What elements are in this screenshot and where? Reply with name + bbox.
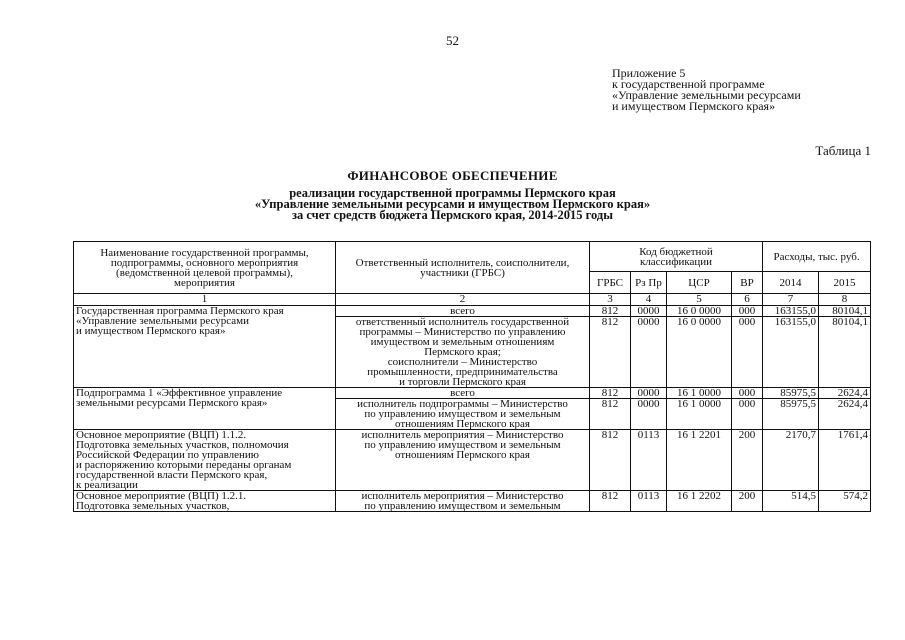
grbs-cell: 812 [590,388,631,399]
program-name-cell [74,491,336,512]
rzpr-cell: 0113 [631,430,667,491]
header-name-line: Наименование государственной программы, [100,246,309,259]
grbs-cell: 812 [590,399,631,430]
header-budget-code-line: Код бюджетной [639,245,713,258]
header-2014: 2014 [763,272,819,294]
y2015-cell: 1761,4 [819,430,871,491]
executor-cell [336,317,590,388]
program-name-cell [74,306,336,388]
vr-cell: 000 [732,388,763,399]
rzpr-cell: 0113 [631,491,667,512]
subheading-line: реализации государственной программы Пермского края [289,186,616,200]
executor-line: Пермского края; [424,346,501,358]
executor-line: по управлению имуществом и земельным [364,439,561,451]
executor-cell [336,430,590,491]
y2015-cell: 2624,4 [819,399,871,430]
executor-line: по управлению имуществом и земельным [364,408,561,420]
program-name-line: и распоряжению которыми переданы органам [76,459,292,471]
header-name-line: подпрограммы, основного мероприятия [110,256,299,269]
vr-cell: 000 [732,317,763,388]
header-rzpr: Рз Пр [631,272,667,294]
executor-line: промышленности, предпринимательства [367,366,558,378]
rzpr-cell: 0000 [631,399,667,430]
csr-cell: 16 0 0000 [667,317,732,388]
header-name-line: (ведомственной целевой программы), [116,266,293,279]
column-number: 6 [732,294,763,306]
appendix-note [612,68,801,112]
table-row [74,306,871,317]
grbs-cell: 812 [590,317,631,388]
executor-line: отношениям Пермского края [394,449,530,461]
csr-cell: 16 1 2202 [667,491,732,512]
csr-cell: 16 1 2201 [667,430,732,491]
appendix-line: к государственной программе [612,77,765,91]
csr-cell: 16 0 0000 [667,306,732,317]
program-name-line: Подготовка земельных участков, полномочия [76,439,289,451]
document-heading: ФИНАНСОВОЕ ОБЕСПЕЧЕНИЕ [347,168,558,183]
y2015-cell: 80104,1 [819,306,871,317]
csr-cell: 16 1 0000 [667,388,732,399]
y2014-cell: 163155,0 [763,317,819,388]
executor-line: исполнитель подпрограммы – Министерство [357,398,568,410]
y2014-cell: 2170,7 [763,430,819,491]
executor-line: программы – Министерство по управлению [359,326,566,338]
header-executor-line: участники (ГРБС) [420,266,505,279]
y2014-cell: 85975,5 [763,388,819,399]
subheading-line: за счет средств бюджета Пермского края, 2014-2015 годы [291,208,614,222]
grbs-cell: 812 [590,430,631,491]
executor-line: по управлению имуществом и земельным [364,500,561,512]
vr-cell: 200 [732,430,763,491]
executor-line: всего [450,305,475,317]
program-name-line: и имуществом Пермского края» [76,325,226,337]
column-number: 7 [763,294,819,306]
header-csr: ЦСР [667,272,732,294]
header-expenses: Расходы, тыс. руб. [763,242,871,272]
executor-line: отношениям Пермского края [394,418,530,430]
program-name-line: Основное мероприятие (ВЦП) 1.2.1. [76,490,247,502]
executor-line: соисполнители – Министерство [387,356,538,368]
subheading-line: «Управление земельными ресурсами и имуществом Пермского края» [254,197,651,211]
program-name-line: Российской Федерации по управлению [76,449,259,461]
header-vr: ВР [732,272,763,294]
y2015-cell: 80104,1 [819,317,871,388]
column-number: 1 [74,294,336,306]
header-executor-line: Ответственный исполнитель, соисполнители, [355,256,570,269]
csr-cell: 16 1 0000 [667,399,732,430]
executor-cell [336,306,590,317]
vr-cell: 200 [732,491,763,512]
column-number: 3 [590,294,631,306]
rzpr-cell: 0000 [631,388,667,399]
program-name-line: государственной власти Пермского края, [76,469,268,481]
header-name [74,242,336,294]
program-name-line: Подпрограмма 1 «Эффективное управление [76,387,283,399]
table-row [74,388,871,399]
header-budget-code [590,242,763,272]
table-row [74,491,871,512]
table-row [74,430,871,491]
vr-cell: 000 [732,399,763,430]
executor-cell [336,399,590,430]
page-number: 52 [446,33,459,48]
program-name-line: к реализации [76,479,138,491]
grbs-cell: 812 [590,306,631,317]
header-executor [336,242,590,294]
executor-line: исполнитель мероприятия – Министерство [361,429,564,441]
program-name-line: Подготовка земельных участков, [76,500,230,512]
appendix-line: Приложение 5 [612,66,686,80]
financing-table [73,241,871,512]
y2014-cell: 514,5 [763,491,819,512]
executor-line: имуществом и земельным отношениям [370,336,555,348]
header-name-line: мероприятия [174,276,235,289]
document-subheading [0,188,905,221]
rzpr-cell: 0000 [631,317,667,388]
program-name-line: земельными ресурсами Пермского края» [76,397,268,409]
header-budget-code-line: классификации [639,255,713,268]
y2015-cell: 2624,4 [819,388,871,399]
executor-line: ответственный исполнитель государственной [355,316,570,328]
grbs-cell: 812 [590,491,631,512]
appendix-line: «Управление земельными ресурсами [612,88,801,102]
header-2015: 2015 [819,272,871,294]
column-number: 4 [631,294,667,306]
y2014-cell: 163155,0 [763,306,819,317]
column-number: 5 [667,294,732,306]
executor-line: исполнитель мероприятия – Министерство [361,490,564,502]
program-name-cell [74,430,336,491]
column-number-row [74,294,871,306]
executor-cell [336,388,590,399]
vr-cell: 000 [732,306,763,317]
executor-line: всего [450,387,475,399]
rzpr-cell: 0000 [631,306,667,317]
appendix-line: и имуществом Пермского края» [612,99,776,113]
executor-cell [336,491,590,512]
column-number: 8 [819,294,871,306]
program-name-line: Основное мероприятие (ВЦП) 1.1.2. [76,429,247,441]
program-name-cell [74,388,336,430]
table-label: Таблица 1 [815,143,871,158]
executor-line: и торговли Пермского края [399,376,526,388]
program-name-line: «Управление земельными ресурсами [76,315,250,327]
header-grbs: ГРБС [590,272,631,294]
program-name-line: Государственная программа Пермского края [76,305,284,317]
y2014-cell: 85975,5 [763,399,819,430]
column-number: 2 [336,294,590,306]
y2015-cell: 574,2 [819,491,871,512]
